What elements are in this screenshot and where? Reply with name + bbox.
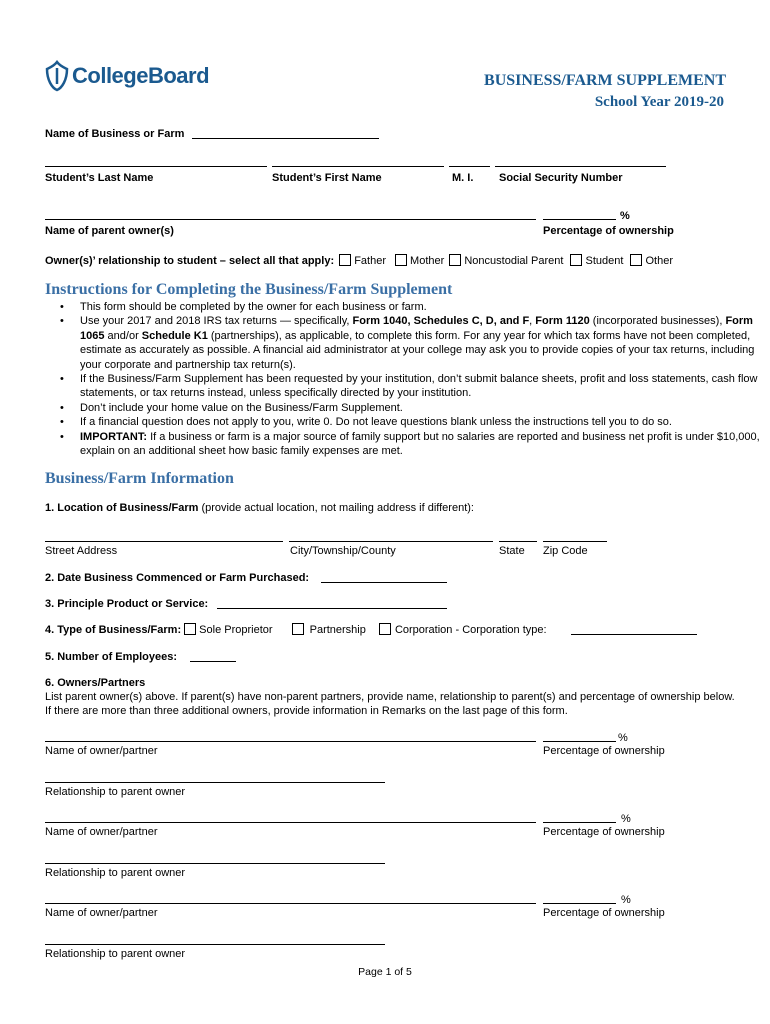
q6-text: List parent owner(s) above. If parent(s) have non-parent partners, provide name, relationship to parent(s) and percentage of ownership below. If there are more than three additional owners, provide information in Remarks on the last page of this form. bbox=[45, 691, 735, 718]
relationship-label: Owner(s)’ relationship to student – select all that apply: bbox=[45, 255, 335, 267]
parent-owner-name-label: Name of parent owner(s) bbox=[45, 225, 174, 237]
checkbox-sole-proprietor[interactable] bbox=[184, 624, 272, 636]
checkbox-icon[interactable] bbox=[339, 254, 351, 266]
mi-label: M. I. bbox=[452, 172, 474, 184]
business-name-label: Name of Business or Farm bbox=[45, 128, 185, 140]
checkbox-father[interactable] bbox=[337, 255, 386, 267]
checkbox-mother[interactable] bbox=[395, 255, 444, 267]
partnership-label: Partnership bbox=[309, 624, 366, 636]
mi-field[interactable] bbox=[449, 166, 490, 167]
checkbox-icon[interactable] bbox=[630, 254, 642, 266]
mother-option-label: Mother bbox=[410, 255, 445, 267]
instruction-text: If a business or farm is a major source of family support but no salaries are reported and business net profit is under $10,000, explain on an additional sheet how basic family expenses are met. bbox=[80, 430, 760, 458]
business-name-field[interactable] bbox=[192, 138, 379, 139]
checkbox-corporation[interactable] bbox=[379, 624, 547, 636]
instruction-text: , bbox=[529, 315, 536, 328]
parent-percentage-field[interactable] bbox=[543, 219, 616, 220]
instruction-text: Use your 2017 and 2018 IRS tax returns — specifically, bbox=[80, 315, 353, 328]
zip-label: Zip Code bbox=[543, 545, 588, 557]
instruction-text: (partnerships), as applicable, to complete this form. For any year for which tax forms have not been completed, estimate as accurately as possible. A financial aid administrator at your college may ask you to provide copies of your tax returns, including your corporate and partnership tax return(s). bbox=[80, 329, 755, 371]
percent-sign: % bbox=[621, 894, 631, 906]
checkbox-partnership[interactable] bbox=[292, 624, 366, 636]
product-service-field[interactable] bbox=[217, 608, 447, 609]
owner3-name-field[interactable] bbox=[45, 903, 536, 904]
important-label: IMPORTANT: bbox=[80, 430, 148, 443]
owner2-percentage-label: Percentage of ownership bbox=[543, 826, 665, 838]
logo-text: CollegeBoard bbox=[72, 63, 210, 88]
checkbox-icon[interactable] bbox=[570, 254, 582, 266]
q6-label: 6. Owners/Partners bbox=[45, 677, 146, 689]
instruction-item bbox=[80, 314, 770, 372]
ssn-field[interactable] bbox=[495, 166, 666, 167]
schedule-k1-ref: Schedule K1 bbox=[141, 329, 208, 342]
instruction-item bbox=[80, 300, 770, 314]
other-option-label: Other bbox=[645, 255, 673, 267]
corporation-label: Corporation - Corporation type: bbox=[394, 624, 547, 636]
relationship-row bbox=[45, 254, 673, 267]
employees-field[interactable] bbox=[190, 661, 236, 662]
city-field[interactable] bbox=[289, 541, 493, 542]
zip-field[interactable] bbox=[543, 541, 607, 542]
ssn-label: Social Security Number bbox=[499, 172, 623, 184]
owner3-percentage-field[interactable] bbox=[543, 903, 616, 904]
checkbox-icon[interactable] bbox=[292, 623, 304, 635]
date-commenced-field[interactable] bbox=[321, 582, 447, 583]
instruction-text: (incorporated businesses), bbox=[589, 315, 726, 328]
instruction-text: and/or bbox=[104, 329, 142, 342]
instruction-text: Don’t include your home value on the Business/Farm Supplement. bbox=[80, 401, 403, 414]
checkbox-other[interactable] bbox=[630, 255, 673, 267]
q2-label: 2. Date Business Commenced or Farm Purchased: bbox=[45, 572, 310, 584]
form-1040-ref: Form 1040, Schedules C, D, and F bbox=[352, 315, 530, 328]
noncustodial-option-label: Noncustodial Parent bbox=[464, 255, 564, 267]
q4-row bbox=[45, 623, 547, 636]
instruction-text: If the Business/Farm Supplement has been requested by your institution, don’t submit balance sheets, profit and loss statements, cash flow statements, or tax returns instead, unless specifically directed by your institution. bbox=[80, 373, 758, 400]
acorn-icon bbox=[44, 60, 70, 92]
instruction-item bbox=[80, 430, 770, 459]
owner2-percentage-field[interactable] bbox=[543, 822, 616, 823]
father-option-label: Father bbox=[354, 255, 386, 267]
school-year: School Year 2019-20 bbox=[594, 94, 724, 110]
checkbox-icon[interactable] bbox=[395, 254, 407, 266]
student-option-label: Student bbox=[585, 255, 624, 267]
q1-note: (provide actual location, not mailing address if different): bbox=[198, 502, 474, 514]
checkbox-student[interactable] bbox=[570, 255, 623, 267]
form-title: BUSINESS/FARM SUPPLEMENT bbox=[484, 72, 726, 89]
student-last-name-label: Student’s Last Name bbox=[45, 172, 154, 184]
student-first-name-field[interactable] bbox=[272, 166, 444, 167]
instruction-item bbox=[80, 401, 770, 415]
street-field[interactable] bbox=[45, 541, 283, 542]
owner2-relationship-label: Relationship to parent owner bbox=[45, 867, 186, 879]
student-first-name-label: Student’s First Name bbox=[272, 172, 382, 184]
corporation-type-field[interactable] bbox=[571, 634, 697, 635]
instruction-item bbox=[80, 372, 770, 401]
q4-label: 4. Type of Business/Farm: bbox=[45, 624, 182, 636]
instruction-item bbox=[80, 415, 770, 429]
state-field[interactable] bbox=[499, 541, 537, 542]
owner2-relationship-field[interactable] bbox=[45, 863, 385, 864]
owner3-relationship-label: Relationship to parent owner bbox=[45, 948, 186, 960]
instruction-text: If a financial question does not apply to you, write 0. Do not leave questions blank unless the instructions tell you to do so. bbox=[80, 416, 672, 429]
owner1-relationship-label: Relationship to parent owner bbox=[45, 786, 186, 798]
form-1120-ref: Form 1120 bbox=[535, 315, 590, 328]
street-label: Street Address bbox=[45, 545, 118, 557]
percent-sign: % bbox=[620, 210, 630, 222]
instructions-heading: Instructions for Completing the Business/Farm Supplement bbox=[45, 281, 453, 298]
owner2-name-label: Name of owner/partner bbox=[45, 826, 158, 838]
instructions-list bbox=[45, 300, 770, 458]
state-label: State bbox=[499, 545, 525, 557]
sole-proprietor-label: Sole Proprietor bbox=[199, 624, 273, 636]
percent-sign: % bbox=[618, 732, 628, 744]
q5-label: 5. Number of Employees: bbox=[45, 651, 178, 663]
instruction-text: This form should be completed by the owner for each business or farm. bbox=[80, 301, 427, 313]
city-label: City/Township/County bbox=[290, 545, 396, 557]
owner3-percentage-label: Percentage of ownership bbox=[543, 907, 665, 919]
parent-percentage-label: Percentage of ownership bbox=[543, 225, 674, 237]
checkbox-noncustodial[interactable] bbox=[449, 255, 563, 267]
owner3-name-label: Name of owner/partner bbox=[45, 907, 158, 919]
percent-sign: % bbox=[621, 813, 631, 825]
student-last-name-field[interactable] bbox=[45, 166, 267, 167]
q1-row bbox=[45, 502, 474, 514]
owner1-name-label: Name of owner/partner bbox=[45, 745, 158, 757]
owner1-percentage-label: Percentage of ownership bbox=[543, 745, 665, 757]
owner1-name-field[interactable] bbox=[45, 741, 536, 742]
owner1-relationship-field[interactable] bbox=[45, 782, 385, 783]
q3-label: 3. Principle Product or Service: bbox=[45, 598, 209, 610]
form-1065-ref: Form 1065 bbox=[80, 315, 753, 342]
checkbox-icon[interactable] bbox=[184, 623, 196, 635]
checkbox-icon[interactable] bbox=[449, 254, 461, 266]
q1-label: 1. Location of Business/Farm bbox=[45, 502, 199, 514]
owner3-relationship-field[interactable] bbox=[45, 944, 385, 945]
page-number: Page 1 of 5 bbox=[358, 966, 412, 978]
parent-owner-name-field[interactable] bbox=[45, 219, 536, 220]
owner1-percentage-field[interactable] bbox=[543, 741, 616, 742]
owner2-name-field[interactable] bbox=[45, 822, 536, 823]
checkbox-icon[interactable] bbox=[379, 623, 391, 635]
business-info-heading: Business/Farm Information bbox=[45, 470, 234, 487]
